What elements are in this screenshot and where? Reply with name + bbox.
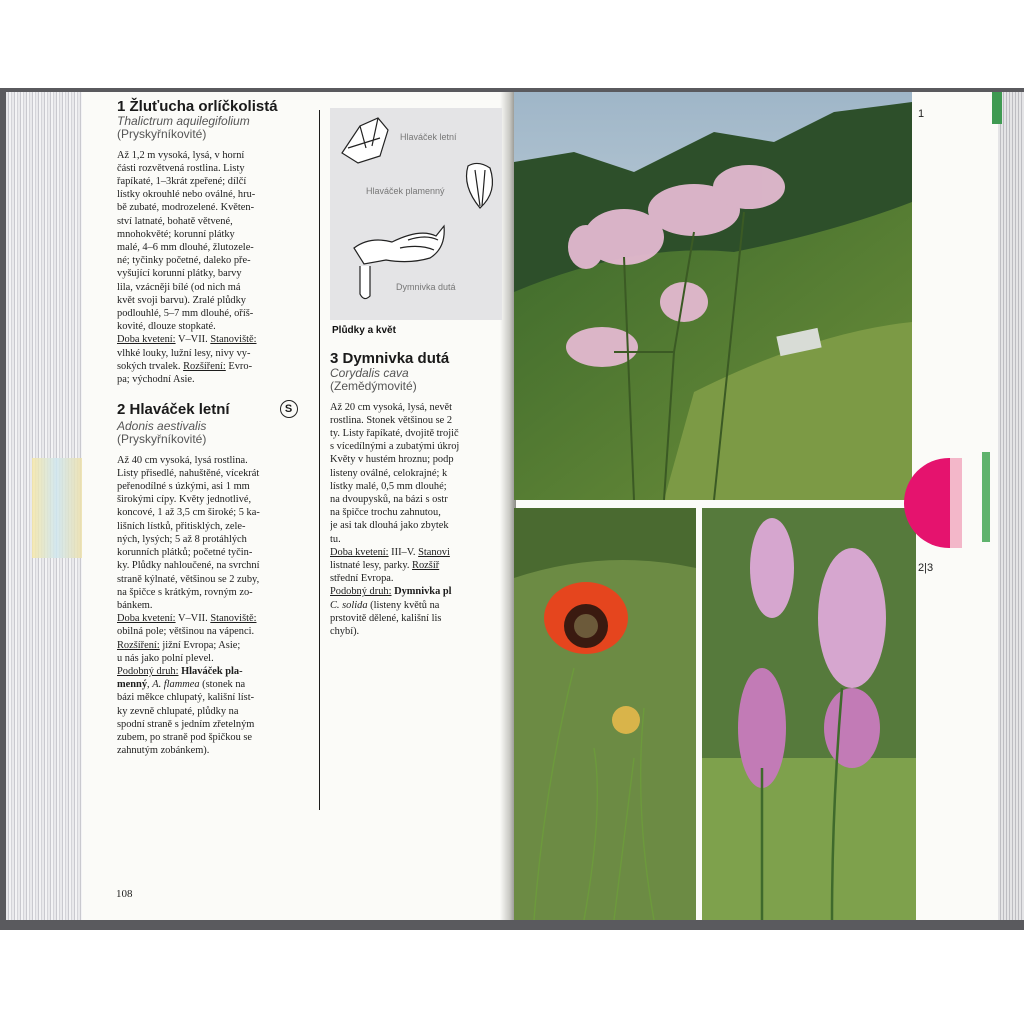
text-line: chybí).: [330, 626, 360, 638]
text-line: lístky malé, 0,5 mm dlouhé;: [330, 480, 447, 492]
text-line: zahnutým zobánkem).: [117, 745, 210, 757]
label-range: Rozšíř: [412, 560, 440, 572]
text-line: ných, lysých; 5 až 8 protáhlých: [117, 533, 247, 545]
text-line: mnohokvěté; korunní plátky: [117, 228, 235, 240]
entry2-latin-name: Adonis aestivalis: [117, 419, 207, 434]
text-line: Až 20 cm vysoká, lysá, nevět: [330, 401, 453, 413]
text-line: né; tyčinky početné, daleko pře-: [117, 255, 251, 267]
text-line: květ svoji barvu). Zralé plůdky: [117, 294, 246, 306]
text-line: je asi tak dlouhá jako zbytek: [330, 520, 449, 532]
text-line: Až 40 cm vysoká, lysá rostlina.: [117, 454, 248, 466]
text-line: peřenodílné s úzkými, asi 1 mm: [117, 481, 250, 493]
label-flowering-time: Doba kvetení:: [117, 334, 176, 346]
text-line: u nás jako polní plevel.: [117, 652, 214, 664]
entry2-title: 2 Hlaváček letní: [117, 401, 230, 419]
text-line: kovité, dlouze stopkaté.: [117, 321, 216, 333]
value-habitat: obilná pole; většinou na vápenci.: [117, 626, 255, 638]
value-flowering-time: V–VII.: [175, 334, 211, 346]
label-flowering-time: Doba kvetení:: [117, 613, 176, 625]
label-flowering-time: Doba kvetení:: [330, 546, 389, 558]
text-line: koncové, 1 až 3,5 cm široké; 5 ka-: [117, 507, 260, 519]
text-line: na špičce s krátkým, rovným zo-: [117, 586, 253, 598]
text-line: prstovitě dělené, kališní lis: [330, 612, 442, 624]
value-range: střední Evropa.: [330, 573, 394, 585]
page-number: 108: [116, 888, 133, 900]
photo-number-1: 1: [918, 108, 925, 120]
color-index-tab: [32, 458, 86, 558]
similar-species-name: Hlaváček pla-: [178, 665, 243, 677]
hollow-corydalis-image: [702, 508, 916, 920]
text-line: bánkem.: [117, 599, 153, 611]
value-flowering-time: III–V.: [388, 546, 419, 558]
text-line: lišních lístků, přitisklých, zele-: [117, 520, 246, 532]
meadow-rue-image: [514, 92, 912, 500]
value-habitat: sokých trvalek.: [117, 360, 184, 372]
label-range: Rozšíření:: [117, 639, 160, 651]
text-line: řapíkaté, 1–3krát zpeřené; dílčí: [117, 176, 247, 188]
illustration-label-2: Hlaváček plamenný: [366, 186, 445, 196]
similar-species-latin: C. solida: [330, 599, 368, 611]
text-line: bě zubaté, modrozelené. Květen-: [117, 202, 255, 214]
photo-number-2-3: 2|3: [918, 562, 934, 574]
photo-summer-adonis: [514, 508, 696, 920]
entry1-description: [117, 149, 309, 387]
left-column: [117, 100, 309, 757]
value-range: Evro-: [225, 360, 253, 372]
text-line: širokými cípy. Květy jednotlivé,: [117, 494, 252, 506]
text-line: tu.: [330, 533, 341, 545]
text-line: lila, vzácněji bílé (od nich má: [117, 281, 241, 293]
column-divider: [319, 110, 320, 810]
text-line: straně kýlnaté, většinou se 2 zuby,: [117, 573, 260, 585]
text-line: na dvoupysků, na bázi s ostr: [330, 494, 448, 506]
text-line: rostlina. Stonek většinou se 2: [330, 414, 453, 426]
text-line: ty. Listy řapíkaté, dvojitě trojič: [330, 428, 459, 440]
page-edges-right: [998, 92, 1024, 920]
illustration-caption: Plůdky a květ: [332, 325, 396, 336]
green-index-marker: [992, 92, 1002, 124]
text-line: (stonek na: [199, 679, 246, 691]
text-line: vlhké louky, lužní lesy, nivy vy-: [117, 347, 251, 359]
label-similar-species: Podobný druh:: [117, 665, 179, 677]
label-habitat: Stanovi: [418, 546, 450, 558]
value-habitat: listnaté lesy, parky.: [330, 560, 413, 572]
right-column-clip: [330, 352, 506, 712]
text-line: bázi měkce chlupatý, kališní líst-: [117, 692, 255, 704]
text-line: zubem, po straně pod špičkou se: [117, 731, 253, 743]
label-habitat: Stanoviště:: [210, 613, 257, 625]
fruit-and-flower-illustration: [330, 108, 502, 320]
illustration-label-3: Dymnivka dutá: [396, 282, 456, 292]
entry1-family: (Pryskyřníkovité): [117, 127, 207, 142]
text-line: na špičce trochu zahnutou,: [330, 507, 441, 519]
text-line: korunních plátků; početné tyčin-: [117, 547, 253, 559]
text-line: s vícedílnými a zubatými úkroj: [330, 441, 460, 453]
text-line: spodní straně s jedním zřetelným: [117, 718, 255, 730]
photo-hollow-corydalis: [702, 508, 916, 920]
page-edges-left: [6, 92, 82, 920]
text-line: pa; východní Asie.: [117, 374, 195, 386]
similar-species-name-cont: menný: [117, 679, 148, 691]
text-line: (listeny květů na: [367, 599, 440, 611]
protection-status-icon: S: [280, 400, 298, 418]
similar-species-latin: A. flammea: [152, 679, 200, 691]
entry3-family: (Zemědýmovité): [330, 379, 417, 394]
value-range: jižní Evropa; Asie;: [159, 639, 241, 651]
photo-meadow-rue: [514, 92, 912, 500]
summer-adonis-image: [514, 508, 696, 920]
text-line: malé, 4–6 mm dlouhé, žlutozele-: [117, 242, 254, 254]
text-line: Až 1,2 m vysoká, lysá, v horní: [117, 149, 245, 161]
text-line: Květy v hustém hroznu; podp: [330, 454, 454, 466]
text-line: ky zevně chlupaté, plůdky na: [117, 705, 239, 717]
text-line: části rozvětvená rostlina. Listy: [117, 162, 245, 174]
text-line: ství latnaté, bohatě větvené,: [117, 215, 233, 227]
label-similar-species: Podobný druh:: [330, 586, 392, 598]
similar-species-name: Dymnivka pl: [391, 586, 452, 598]
label-habitat: Stanoviště:: [210, 334, 257, 346]
entry2-description: Až 40 cm vysoká, lysá rostlina. Listy přisedlé, nahuštěné, vícekrát peřenodílné s úzkými, asi 1 mm širokými cípy. Květy jednotlivé, koncové, 1 až 3,5 cm široké; 5 ka- lišních lístků, přitisklých, zele- ných, lysých; 5 až 8 protáhlých korunních plátků; početné tyčin- ky. Plůdky nahloučené, na svrchní straně kýlnaté, většinou se 2 zuby, na špičce s krátkým, rovným zo- bánkem. Doba kvetení: V–VII. Stanoviště: obilná pole; většinou na vápenci. Rozšíření: jižní Evropa; Asie; u nás jako polní plevel. Podobný druh: Hlaváček pla- menný, A. flammea (stonek na bázi měkce chlupatý, kališní líst- ky zevně chlupaté, plůdky na spodní straně s jedním zřetelným zubem, po straně pod špičkou se zahnutým zobánkem).: [117, 454, 309, 758]
entry1-title: 1 Žluťucha orlíčkolistá: [117, 98, 278, 115]
right-column: [330, 352, 506, 638]
text-line: lístky okrouhlé nebo oválné, hru-: [117, 189, 256, 201]
text-line: podlouhlé, 5–7 mm dlouhé, oříš-: [117, 308, 254, 320]
value-flowering-time: V–VII.: [175, 613, 211, 625]
entry3-title: 3 Dymnivka dutá: [330, 352, 450, 367]
label-range: Rozšíření:: [183, 360, 226, 372]
illustration-label-1: Hlaváček letní: [400, 132, 457, 142]
text-line: vyšující korunní plátky, barvy: [117, 268, 242, 280]
text-line: Listy přisedlé, nahuštěné, vícekrát: [117, 467, 260, 479]
text-line: listeny oválné, celokrajné; k: [330, 467, 448, 479]
entry2-family: (Pryskyřníkovité): [117, 432, 207, 447]
entry1-latin-name: Thalictrum aquilegifolium: [117, 114, 250, 129]
green-index-marker-2: [982, 452, 990, 542]
text-line: ky. Plůdky nahloučené, na svrchní: [117, 560, 260, 572]
entry3-latin-name: Corydalis cava: [330, 366, 409, 381]
